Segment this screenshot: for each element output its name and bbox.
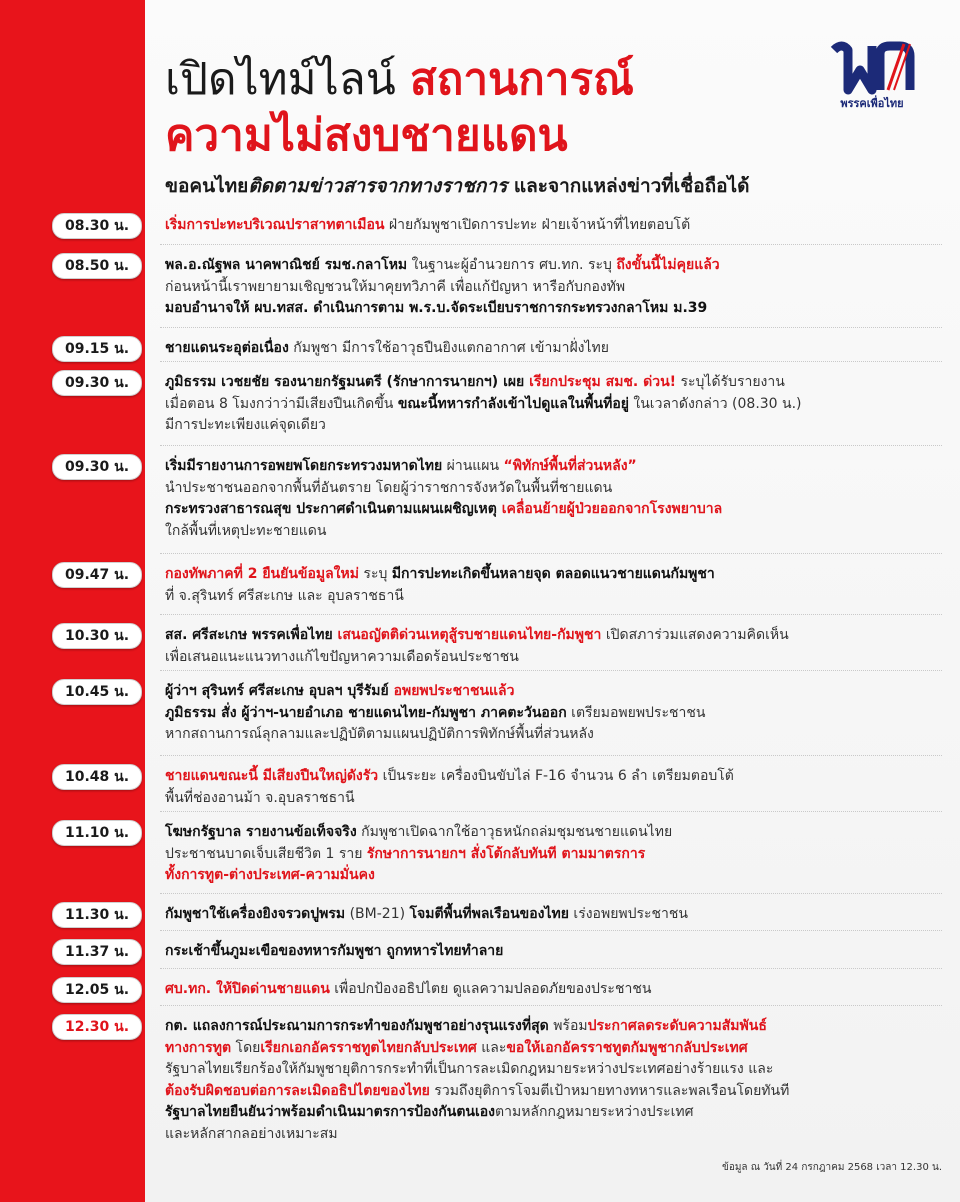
bold-text: โฆษกรัฐบาล รายงานข้อเท็จจริง [165,824,357,840]
bold-text: ขณะนี้ทหารกำลังเข้าไปดูแลในพื้นที่อยู่ [397,395,629,412]
text: เมื่อตอน 8 โมงกว่าว่ามีเสียงปืนเกิดขึ้น [165,395,398,412]
text: ที่ จ.สุรินทร์ ศรีสะเกษ และ อุบลราชธานี [165,587,404,604]
text: เพื่อเสนอแนะแนวทางแก้ไขปัญหาความเดือดร้อนประชาชน [165,648,519,665]
party-logo [822,40,922,112]
description-line [165,394,945,416]
time-badge: 08.30 น. [52,213,142,239]
time-badge: 10.45 น. [52,679,142,705]
text: ผ่านแผน [442,458,504,474]
time-badge: 09.30 น. [52,370,142,396]
time-badge: 12.05 น. [52,977,142,1003]
text: ตามหลักกฎหมายระหว่างประเทศ [495,1104,694,1120]
text: ประชาชนบาดเจ็บเสียชีวิต 1 ราย [165,845,367,862]
description-line [165,904,945,926]
description-line [165,703,945,725]
text: เปิดสภาร่วมแสดงความคิดเห็น [601,627,789,643]
time-badge: 11.37 น. [52,939,142,965]
highlight-text: ทั้งการทูต-ต่างประเทศ-ความมั่นคง [165,867,375,883]
text: ฝ่ายกัมพูชาเปิดการปะทะ ฝ่ายเจ้าหน้าที่ไทยตอบโต้ [384,217,691,233]
bold-text: มอบอำนาจให้ ผบ.ทสส. ดำเนินการตาม พ.ร.บ.จัดระเบียบราชการกระทรวงกลาโหม ม.39 [165,300,708,316]
subtitle [165,171,749,201]
event-description [165,564,945,607]
description-line [165,298,945,320]
text: กัมพูชา มีการใช้อาวุธปืนยิงแตกอากาศ เข้ามาฝั่งไทย [288,340,609,356]
text: (BM-21) [345,906,410,922]
description-line [165,255,945,277]
event-description [165,822,945,887]
page-title [165,52,634,164]
event-description [165,979,945,1001]
bold-text: สส. ศรีสะเกษ พรรคเพื่อไทย [165,627,338,643]
highlight-text: ขอให้เอกอัครราชทูตกัมพูชากลับประเทศ [506,1039,748,1056]
description-line [165,215,945,237]
description-line [165,456,945,478]
highlight-text: ต้องรับผิดชอบต่อการละเมิดอธิปไตยของไทย [165,1082,430,1099]
event-description [165,904,945,926]
bold-text: ภูมิธรรม สั่ง ผู้ว่าฯ-นายอำเภอ ชายแดนไทย-กัมพูชา ภาคตะวันออก [165,704,567,721]
description-line [165,724,945,746]
text: หากสถานการณ์ลุกลามและปฏิบัติตามแผนปฏิบัติการพิทักษ์พื้นที่ส่วนหลัง [165,726,594,742]
description-line [165,1038,945,1060]
description-line [165,338,945,360]
description-line [165,415,945,437]
title-line2: ความไม่สงบชายแดน [165,110,568,161]
event-description [165,372,945,437]
highlight-text: ศบ.ทก. ให้ปิดด่านชายแดน [165,981,330,997]
bold-text: รัฐบาลไทยยืนยันว่าพร้อมดำเนินมาตรการป้องกันตนเอง [165,1104,496,1120]
text: โดย [231,1039,261,1056]
event-description [165,766,945,809]
bold-text: ชายแดนระอุต่อเนื่อง [165,340,289,356]
description-line [165,521,945,543]
event-description [165,215,945,237]
text: มีการปะทะเพียงแค่จุดเดียว [165,417,326,433]
description-line [165,625,945,647]
text: รวมถึงยุติการโจมตีเป้าหมายทางทหารและพลเรือนโดยทันที [429,1082,790,1099]
bold-text: มีการปะทะเกิดขึ้นหลายจุด ตลอดแนวชายแดนกัมพูชา [391,566,715,582]
text: พร้อม [548,1018,588,1034]
bold-text: กระทรวงสาธารณสุข ประกาศดำเนินตามแผนเผชิญเหตุ [165,501,502,517]
description-line [165,941,945,963]
subtitle-part2: ติดตามข่าวสารจากทางราชการ [248,175,508,197]
bold-text: กัมพูชาใช้เครื่องยิงจรวดปูพรม [165,906,346,922]
time-badge: 09.47 น. [52,562,142,588]
highlight-text: เสนอญัตติด่วนเหตุสู้รบชายแดนไทย-กัมพูชา [337,627,602,643]
text: กัมพูชาเปิดฉากใช้อาวุธหนักถล่มชุมชนชายแดนไทย [356,824,673,840]
description-line [165,788,945,810]
description-line [165,1081,945,1103]
title-highlight: สถานการณ์ [409,54,634,105]
highlight-text: ประกาศลดระดับความสัมพันธ์ [587,1018,767,1034]
bold-text: เริ่มมีรายงานการอพยพโดยกระทรวงมหาดไทย [165,458,443,474]
time-badge: 10.48 น. [52,764,142,790]
highlight-text: ถึงขั้นนี้ไม่คุยแล้ว [616,257,720,273]
text: ระบุได้รับรายงาน [676,374,785,390]
text: และ [476,1039,507,1056]
text: พื้นที่ช่องอานม้า จ.อุบลราชธานี [165,789,355,806]
time-badge: 11.10 น. [52,820,142,846]
description-line [165,277,945,299]
event-description [165,456,945,542]
text: ในฐานะผู้อำนวยการ ศบ.ทก. ระบุ [407,257,617,273]
description-line [165,822,945,844]
event-description [165,338,945,360]
logo-text: พรรคเพื่อไทย [840,97,904,110]
highlight-text: เรียกประชุม สมช. ด่วน! [529,374,677,390]
subtitle-part3: และจากแหล่งข่าวที่เชื่อถือได้ [507,175,750,197]
data-as-of-note: ข้อมูล ณ วันที่ 24 กรกฎาคม 2568 เวลา 12.30 น. [722,1162,942,1173]
bold-text: พล.อ.ณัฐพล นาคพาณิชย์ รมช.กลาโหม [165,257,408,273]
subtitle-part1: ขอคนไทย [165,175,249,197]
text: นำประชาชนออกจากพื้นที่อันตราย โดยผู้ว่าราชการจังหวัดในพื้นที่ชายแดน [165,479,613,496]
time-badge: 08.50 น. [52,253,142,279]
highlight-text: ทางการทูต [165,1039,232,1056]
text: เร่งอพยพประชาชน [568,906,688,922]
bold-text: ผู้ว่าฯ สุรินทร์ ศรีสะเกษ อุบลฯ บุรีรัมย์ [165,683,394,699]
text: เป็นระยะ เครื่องบินขับไล่ F-16 จำนวน 6 ลำ เตรียมตอบโต้ [378,768,734,784]
text: รัฐบาลไทยเรียกร้องให้กัมพูชายุติการกระทำที่เป็นการละเมิดกฎหมายระหว่างประเทศอย่างร้ายแรง และ [165,1061,774,1077]
event-description [165,1016,945,1145]
highlight-text: เคลื่อนย้ายผู้ป่วยออกจากโรงพยาบาล [501,501,723,517]
highlight-text: กองทัพภาคที่ 2 ยืนยันข้อมูลใหม่ [165,566,359,582]
highlight-text: เริ่มการปะทะบริเวณปราสาทตาเมือน [165,217,385,233]
highlight-text: รักษาการนายกฯ สั่งโต้กลับทันที ตามมาตรการ [366,845,646,862]
text: เพื่อปกป้องอธิปไตย ดูแลความปลอดภัยของประชาชน [329,981,652,997]
highlight-text: “พิทักษ์พื้นที่ส่วนหลัง” [503,458,637,474]
event-description [165,941,945,963]
description-line [165,478,945,500]
text: ใกล้พื้นที่เหตุปะทะชายแดน [165,522,327,539]
text: ระบุ [358,566,392,582]
event-description [165,255,945,320]
time-badge: 09.15 น. [52,336,142,362]
description-line [165,1016,945,1038]
time-badge: 11.30 น. [52,902,142,928]
description-line [165,865,945,887]
text: ก่อนหน้านี้เราพยายามเชิญชวนให้มาคุยทวิภาคี เพื่อแก้ปัญหา หารือกับกองทัพ [165,278,626,295]
description-line [165,1102,945,1124]
text: ในเวลาดังกล่าว (08.30 น.) [628,395,802,412]
text: เตรียมอพยพประชาชน [566,704,706,721]
description-line [165,647,945,669]
description-line [165,1124,945,1146]
title-prefix: เปิดไทม์ไลน์ [165,54,410,105]
bold-text: โจมตีพื้นที่พลเรือนของไทย [409,906,569,922]
description-line [165,372,945,394]
highlight-text: อพยพประชาชนแล้ว [393,683,515,699]
description-line [165,681,945,703]
time-badge: 09.30 น. [52,454,142,480]
highlight-text: ชายแดนขณะนี้ มีเสียงปืนใหญ่ดังรัว [165,768,379,784]
bold-text: ภูมิธรรม เวชยชัย รองนายกรัฐมนตรี (รักษาการนายกฯ) เผย [165,374,530,390]
time-badge: 10.30 น. [52,623,142,649]
description-line [165,499,945,521]
bold-text: กต. แถลงการณ์ประณามการกระทำของกัมพูชาอย่างรุนแรงที่สุด [165,1018,549,1034]
highlight-text: เรียกเอกอัครราชทูตไทยกลับประเทศ [260,1039,477,1056]
description-line [165,766,945,788]
event-description [165,625,945,668]
event-description [165,681,945,746]
description-line [165,844,945,866]
bold-text: กระเช้าขึ้นภูมะเขือของทหารกัมพูชา ถูกทหารไทยทำลาย [165,943,504,959]
description-line [165,564,945,586]
pheu-thai-logo-icon [828,40,916,96]
description-line [165,1059,945,1081]
description-line [165,586,945,608]
description-line [165,979,945,1001]
time-badge: 12.30 น. [52,1014,142,1040]
text: และหลักสากลอย่างเหมาะสม [165,1125,338,1142]
